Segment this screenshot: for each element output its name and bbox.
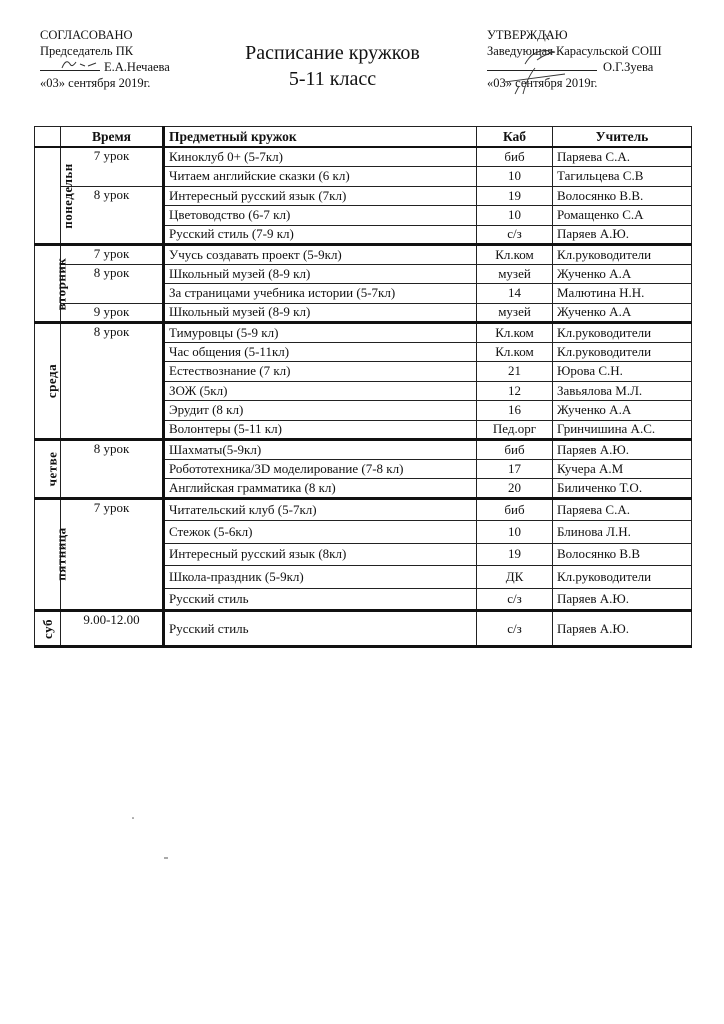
room-cell: 19 (477, 543, 553, 566)
table-row (35, 245, 692, 265)
time-cell: 8 урок (61, 186, 164, 245)
subject-cell: Школа-праздник (5-9кл) (164, 566, 477, 589)
teacher-cell: Кл.руководители (553, 566, 692, 589)
header-time: Время (61, 127, 164, 148)
teacher-cell: Кл.руководители (553, 342, 692, 362)
room-cell: 10 (477, 167, 553, 187)
room-cell: музей (477, 303, 553, 323)
teacher-cell: Кл.руководители (553, 323, 692, 343)
room-cell: 16 (477, 401, 553, 421)
teacher-cell: Завьялова М.Л. (553, 381, 692, 401)
teacher-cell: Паряев А.Ю. (553, 440, 692, 460)
document-title (230, 40, 435, 92)
day-label: четве (44, 451, 60, 487)
table-row (35, 186, 692, 206)
teacher-cell: Паряев А.Ю. (553, 225, 692, 245)
room-cell: 20 (477, 479, 553, 499)
approver-position: Председатель ПК (40, 44, 134, 58)
schedule-table (34, 126, 692, 648)
day-cell (35, 245, 69, 323)
teacher-cell: Малютина Н.Н. (553, 284, 692, 304)
approver-position: Заведующая Карасульской СОШ (487, 44, 662, 58)
teacher-cell: Гринчишина А.С. (553, 420, 692, 440)
scan-speck (130, 815, 180, 865)
subject-cell: ЗОЖ (5кл) (164, 381, 477, 401)
room-cell: с/з (477, 588, 553, 611)
subject-cell: Школьный музей (8-9 кл) (164, 264, 477, 284)
time-cell: 9 урок (61, 303, 164, 323)
subject-cell: Русский стиль (7-9 кл) (164, 225, 477, 245)
room-cell: ДК (477, 566, 553, 589)
approval-block-left (40, 27, 170, 91)
subject-cell: Интересный русский язык (8кл) (164, 543, 477, 566)
subject-cell: Цветоводство (6-7 кл) (164, 206, 477, 226)
day-cell (35, 147, 75, 245)
table-row (35, 147, 692, 167)
subject-cell: Естествознание (7 кл) (164, 362, 477, 382)
header-room: Каб (477, 127, 553, 148)
subject-cell: Стежок (5-6кл) (164, 521, 477, 544)
approver-name: Е.А.Нечаева (104, 60, 170, 74)
subject-cell: Шахматы(5-9кл) (164, 440, 477, 460)
teacher-cell: Паряев А.Ю. (553, 611, 692, 647)
time-cell: 9.00-12.00 (61, 611, 164, 647)
subject-cell: Читательский клуб (5-7кл) (164, 498, 477, 521)
title-line-1: Расписание кружков (245, 42, 420, 64)
teacher-cell: Жученко А.А (553, 303, 692, 323)
time-cell: 7 урок (61, 498, 164, 611)
teacher-cell: Ромащенко С.А (553, 206, 692, 226)
teacher-cell: Тагильцева С.В (553, 167, 692, 187)
approval-date: «03» сентября 2019г. (487, 76, 598, 90)
room-cell: с/з (477, 611, 553, 647)
day-label: вторник (53, 257, 69, 310)
day-label: среда (44, 363, 60, 399)
teacher-cell: Паряева С.А. (553, 498, 692, 521)
time-cell: 8 урок (61, 440, 164, 499)
teacher-cell: Жученко А.А (553, 264, 692, 284)
teacher-cell: Волосянко В.В (553, 543, 692, 566)
subject-cell: Русский стиль (164, 611, 477, 647)
table-row (35, 611, 692, 647)
room-cell: 10 (477, 206, 553, 226)
teacher-cell: Жученко А.А (553, 401, 692, 421)
subject-cell: Волонтеры (5-11 кл) (164, 420, 477, 440)
room-cell: 19 (477, 186, 553, 206)
room-cell: 12 (477, 381, 553, 401)
subject-cell: Эрудит (8 кл) (164, 401, 477, 421)
subject-cell: Учусь создавать проект (5-9кл) (164, 245, 477, 265)
room-cell: 21 (477, 362, 553, 382)
subject-cell: Час общения (5-11кл) (164, 342, 477, 362)
subject-cell: Интересный русский язык (7кл) (164, 186, 477, 206)
approver-name: О.Г.Зуева (603, 60, 654, 74)
subject-cell: Робототехника/3D моделирование (7-8 кл) (164, 459, 477, 479)
teacher-cell: Биличенко Т.О. (553, 479, 692, 499)
approval-heading: УТВЕРЖДАЮ (487, 28, 568, 42)
signature-line (40, 60, 100, 71)
room-cell: 14 (477, 284, 553, 304)
room-cell: музей (477, 264, 553, 284)
subject-cell: Русский стиль (164, 588, 477, 611)
header-subject: Предметный кружок (164, 127, 477, 148)
room-cell: Пед.орг (477, 420, 553, 440)
time-cell: 7 урок (61, 147, 164, 186)
header-day (35, 127, 61, 148)
day-cell (35, 323, 61, 440)
room-cell: с/з (477, 225, 553, 245)
teacher-cell: Кл.руководители (553, 245, 692, 265)
signature-line (487, 60, 597, 71)
time-cell: 7 урок (61, 245, 164, 265)
header-teacher: Учитель (553, 127, 692, 148)
approval-heading: СОГЛАСОВАНО (40, 28, 133, 42)
title-line-2: 5-11 класс (288, 68, 377, 90)
table-row (35, 303, 692, 323)
time-cell: 8 урок (61, 323, 164, 440)
approval-date: «03» сентября 2019г. (40, 76, 151, 90)
room-cell: 17 (477, 459, 553, 479)
teacher-cell: Кучера А.М (553, 459, 692, 479)
room-cell: Кл.ком (477, 342, 553, 362)
teacher-cell: Волосянко В.В. (553, 186, 692, 206)
subject-cell: За страницами учебника истории (5-7кл) (164, 284, 477, 304)
room-cell: Кл.ком (477, 323, 553, 343)
day-label: суб (39, 618, 55, 639)
subject-cell: Английская грамматика (8 кл) (164, 479, 477, 499)
table-row (35, 498, 692, 521)
day-label: понедельн (59, 162, 75, 229)
time-cell: 8 урок (61, 264, 164, 303)
subject-cell: Киноклуб 0+ (5-7кл) (164, 147, 477, 167)
approval-block-right (487, 27, 662, 91)
subject-cell: Школьный музей (8-9 кл) (164, 303, 477, 323)
teacher-cell: Блинова Л.Н. (553, 521, 692, 544)
teacher-cell: Паряева С.А. (553, 147, 692, 167)
room-cell: биб (477, 147, 553, 167)
subject-cell: Тимуровцы (5-9 кл) (164, 323, 477, 343)
table-row (35, 323, 692, 343)
table-header-row (35, 127, 692, 148)
subject-cell: Читаем английские сказки (6 кл) (164, 167, 477, 187)
day-cell (35, 498, 69, 611)
room-cell: биб (477, 498, 553, 521)
room-cell: биб (477, 440, 553, 460)
table-row (35, 264, 692, 284)
day-cell (35, 440, 61, 499)
day-cell (35, 611, 61, 647)
table-row (35, 440, 692, 460)
teacher-cell: Юрова С.Н. (553, 362, 692, 382)
teacher-cell: Паряев А.Ю. (553, 588, 692, 611)
room-cell: Кл.ком (477, 245, 553, 265)
room-cell: 10 (477, 521, 553, 544)
day-label: пятница (53, 527, 69, 581)
